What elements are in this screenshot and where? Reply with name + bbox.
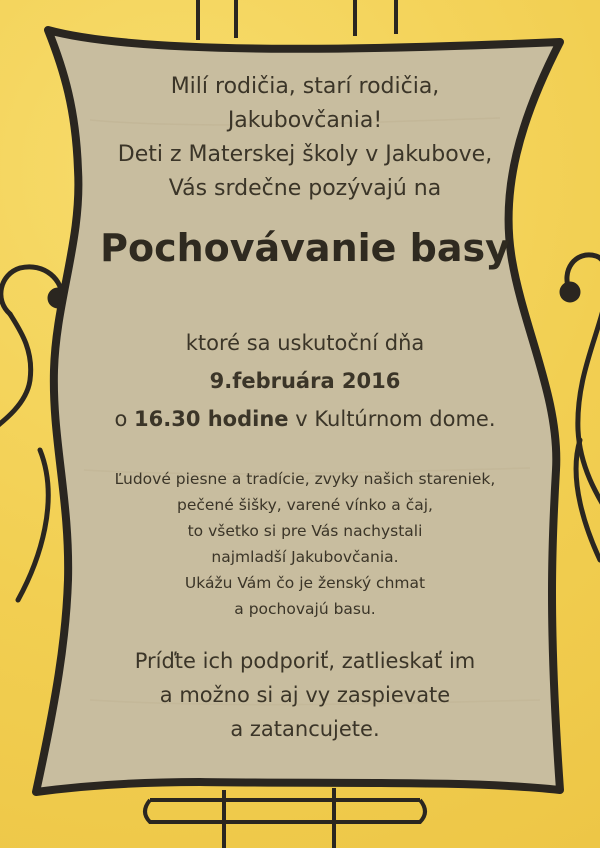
invite-line-3: a zatancujete.: [230, 717, 380, 741]
greeting-line-2: Jakubovčania!: [227, 108, 383, 133]
closing-invitation: [70, 644, 540, 746]
invite-line-1: Príďte ich podporiť, zatlieskať im: [134, 649, 476, 673]
event-time: 16.30 hodine: [134, 407, 289, 431]
event-date: 9.februára 2016: [209, 369, 401, 393]
program-line-4: najmladší Jakubovčania.: [211, 548, 399, 566]
event-title: Pochovávanie basy: [100, 226, 510, 270]
time-prefix: o: [114, 407, 134, 431]
invitation-text: [70, 70, 540, 746]
bass-strings-top: [198, 0, 396, 40]
program-description: [70, 466, 540, 622]
invite-line-2: a možno si aj vy zaspievate: [159, 683, 451, 707]
greeting-line-1: Milí rodičia, starí rodičia,: [170, 74, 440, 99]
date-info: [70, 324, 540, 438]
program-line-2: pečené šišky, varené vínko a čaj,: [177, 496, 433, 514]
greeting-line-4: Vás srdečne pozývajú na: [168, 176, 442, 201]
program-line-3: to všetko si pre Vás nachystali: [187, 522, 423, 540]
program-line-1: Ľudové piesne a tradície, zvyky našich stareniek,: [114, 470, 496, 488]
date-intro: ktoré sa uskutoční dňa: [185, 331, 425, 355]
program-line-5: Ukážu Vám čo je ženský chmat: [184, 574, 426, 592]
time-and-place: [70, 400, 540, 438]
right-f-hole: [562, 255, 600, 560]
program-line-6: a pochovajú basu.: [234, 600, 376, 618]
bass-tailpiece: [145, 788, 425, 848]
greeting: [70, 70, 540, 206]
greeting-line-3: Deti z Materskej školy v Jakubove,: [117, 142, 493, 167]
event-place: v Kultúrnom dome.: [288, 407, 496, 431]
